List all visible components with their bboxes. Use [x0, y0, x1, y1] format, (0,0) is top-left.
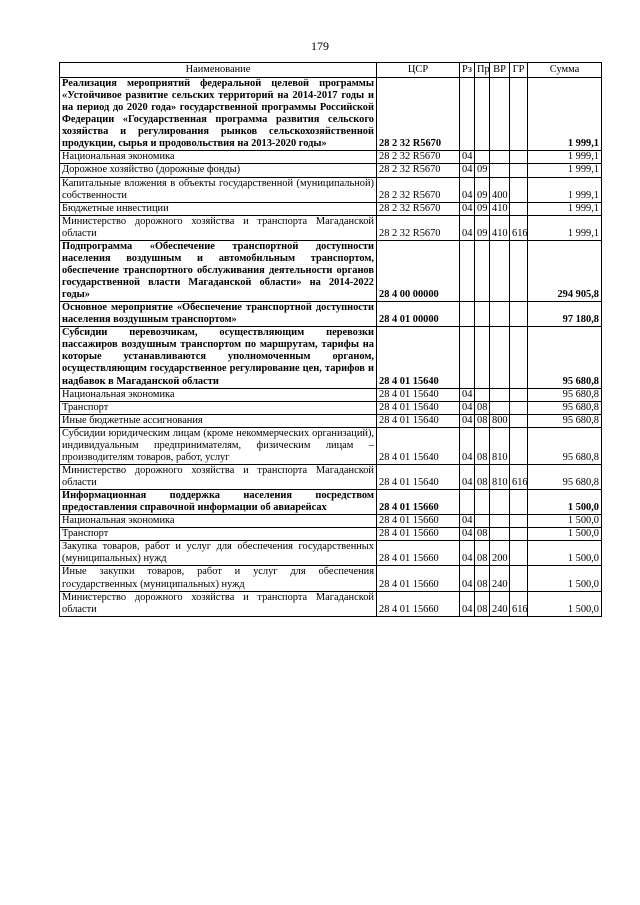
- row-name: Министерство дорожного хозяйства и транспорта Магаданской области: [60, 591, 377, 616]
- table-row: [60, 515, 602, 528]
- table-row: [60, 78, 602, 151]
- row-gr: 616: [510, 591, 528, 616]
- row-csr: 28 4 01 15640: [377, 327, 460, 388]
- row-sum: 95 680,8: [528, 327, 602, 388]
- row-vr: 410: [490, 202, 510, 215]
- row-pr: 09: [475, 164, 490, 177]
- row-sum: 1 500,0: [528, 528, 602, 541]
- row-gr: [510, 515, 528, 528]
- header-vr: ВР: [490, 63, 510, 78]
- row-rz: 04: [460, 401, 475, 414]
- row-pr: [475, 240, 490, 301]
- header-name: Наименование: [60, 63, 377, 78]
- row-name: Национальная экономика: [60, 151, 377, 164]
- row-pr: 08: [475, 566, 490, 591]
- row-rz: 04: [460, 164, 475, 177]
- row-rz: 04: [460, 566, 475, 591]
- row-pr: [475, 515, 490, 528]
- row-sum: 95 680,8: [528, 401, 602, 414]
- row-pr: 08: [475, 427, 490, 464]
- row-csr: 28 2 32 R5670: [377, 177, 460, 202]
- row-vr: [490, 388, 510, 401]
- row-csr: 28 2 32 R5670: [377, 78, 460, 151]
- row-csr: 28 2 32 R5670: [377, 202, 460, 215]
- row-pr: 08: [475, 528, 490, 541]
- row-rz: 04: [460, 427, 475, 464]
- row-name: Национальная экономика: [60, 515, 377, 528]
- budget-table: [59, 62, 602, 617]
- row-vr: [490, 490, 510, 515]
- row-pr: 08: [475, 414, 490, 427]
- row-vr: 400: [490, 177, 510, 202]
- row-gr: [510, 541, 528, 566]
- row-csr: 28 4 01 15660: [377, 528, 460, 541]
- row-csr: 28 2 32 R5670: [377, 215, 460, 240]
- table-row: [60, 566, 602, 591]
- row-gr: 616: [510, 215, 528, 240]
- row-gr: [510, 388, 528, 401]
- header-gr: ГР: [510, 63, 528, 78]
- row-rz: [460, 490, 475, 515]
- row-rz: 04: [460, 177, 475, 202]
- row-csr: 28 4 00 00000: [377, 240, 460, 301]
- table-row: [60, 164, 602, 177]
- table-row: [60, 240, 602, 301]
- row-name: Закупка товаров, работ и услуг для обеспечения государственных (муниципальных) нужд: [60, 541, 377, 566]
- page-number: 179: [311, 39, 329, 53]
- row-gr: [510, 302, 528, 327]
- table-row: [60, 151, 602, 164]
- row-vr: 240: [490, 591, 510, 616]
- row-vr: [490, 401, 510, 414]
- row-name: Транспорт: [60, 528, 377, 541]
- row-name: Иные закупки товаров, работ и услуг для обеспечения государственных (муниципальных) нужд: [60, 566, 377, 591]
- header-rz: Рз: [460, 63, 475, 78]
- header-sum: Сумма: [528, 63, 602, 78]
- row-name: Капитальные вложения в объекты государственной (муниципальной) собственности: [60, 177, 377, 202]
- row-csr: 28 4 01 15660: [377, 515, 460, 528]
- row-csr: 28 4 01 15660: [377, 591, 460, 616]
- row-pr: [475, 151, 490, 164]
- row-vr: 800: [490, 414, 510, 427]
- table-row: [60, 414, 602, 427]
- row-gr: [510, 528, 528, 541]
- row-sum: 95 680,8: [528, 414, 602, 427]
- row-name: Основное мероприятие «Обеспечение транспортной доступности населения воздушным транспортом»: [60, 302, 377, 327]
- row-vr: 200: [490, 541, 510, 566]
- row-name: Субсидии перевозчикам, осуществляющим перевозки пассажиров воздушным транспортом по маршрутам, тарифы на которые устанавливаются уполномоченным органом, осуществляющим государственное регулирование цен, тарифов и надбавок в Магаданской области: [60, 327, 377, 388]
- row-pr: 08: [475, 591, 490, 616]
- row-vr: [490, 327, 510, 388]
- row-name: Бюджетные инвестиции: [60, 202, 377, 215]
- row-sum: 97 180,8: [528, 302, 602, 327]
- row-rz: 04: [460, 541, 475, 566]
- row-csr: 28 4 01 15640: [377, 427, 460, 464]
- table-row: [60, 591, 602, 616]
- table-row: [60, 202, 602, 215]
- row-rz: 04: [460, 414, 475, 427]
- row-csr: 28 4 01 15640: [377, 401, 460, 414]
- row-name: Субсидии юридическим лицам (кроме некоммерческих организаций), индивидуальным предпринимателям, физическим лицам – производителям товаров, работ, услуг: [60, 427, 377, 464]
- row-csr: 28 2 32 R5670: [377, 164, 460, 177]
- table-row: [60, 388, 602, 401]
- row-gr: [510, 177, 528, 202]
- row-gr: [510, 151, 528, 164]
- row-name: Иные бюджетные ассигнования: [60, 414, 377, 427]
- row-rz: 04: [460, 464, 475, 489]
- row-rz: 04: [460, 591, 475, 616]
- row-rz: 04: [460, 202, 475, 215]
- row-pr: [475, 78, 490, 151]
- table-row: [60, 215, 602, 240]
- header-csr: ЦСР: [377, 63, 460, 78]
- row-pr: [475, 302, 490, 327]
- row-sum: 294 905,8: [528, 240, 602, 301]
- row-rz: [460, 327, 475, 388]
- row-name: Дорожное хозяйство (дорожные фонды): [60, 164, 377, 177]
- row-gr: [510, 427, 528, 464]
- table-row: [60, 464, 602, 489]
- row-vr: 810: [490, 464, 510, 489]
- row-rz: 04: [460, 151, 475, 164]
- row-name: Подпрограмма «Обеспечение транспортной доступности населения воздушным и автомобильным транспортом, обеспечение транспортного обслуживания деятельности органов государственной власти Магаданской области» на 2014-2022 годы»: [60, 240, 377, 301]
- row-vr: 240: [490, 566, 510, 591]
- row-csr: 28 4 01 15660: [377, 541, 460, 566]
- table-row: [60, 401, 602, 414]
- header-row: [60, 63, 602, 78]
- row-pr: 08: [475, 541, 490, 566]
- row-pr: [475, 327, 490, 388]
- row-sum: 1 999,1: [528, 215, 602, 240]
- table-row: [60, 177, 602, 202]
- table-row: [60, 427, 602, 464]
- row-name: Реализация мероприятий федеральной целевой программы «Устойчивое развитие сельских территорий на 2014-2017 годы и на период до 2020 года» государственной программы Российской Федерации «Государственная программа развития сельского хозяйства и регулирования рынков сельскохозяйственной продукции, сырья и продовольствия на 2013-2020 годы»: [60, 78, 377, 151]
- row-pr: 09: [475, 177, 490, 202]
- row-vr: 410: [490, 215, 510, 240]
- row-vr: [490, 151, 510, 164]
- row-csr: 28 2 32 R5670: [377, 151, 460, 164]
- row-sum: 95 680,8: [528, 388, 602, 401]
- row-vr: [490, 240, 510, 301]
- row-gr: 616: [510, 464, 528, 489]
- row-sum: 1 500,0: [528, 591, 602, 616]
- row-gr: [510, 327, 528, 388]
- row-pr: 09: [475, 215, 490, 240]
- row-csr: 28 4 01 15640: [377, 414, 460, 427]
- row-csr: 28 4 01 00000: [377, 302, 460, 327]
- row-sum: 1 999,1: [528, 78, 602, 151]
- row-pr: [475, 490, 490, 515]
- row-vr: [490, 164, 510, 177]
- row-gr: [510, 240, 528, 301]
- row-vr: [490, 528, 510, 541]
- header-pr: Пр: [475, 63, 490, 78]
- row-name: Информационная поддержка населения посредством предоставления справочной информации об авиарейсах: [60, 490, 377, 515]
- row-rz: [460, 78, 475, 151]
- row-rz: 04: [460, 515, 475, 528]
- table-row: [60, 541, 602, 566]
- row-gr: [510, 414, 528, 427]
- row-pr: 08: [475, 464, 490, 489]
- row-rz: [460, 302, 475, 327]
- row-gr: [510, 566, 528, 591]
- row-csr: 28 4 01 15660: [377, 566, 460, 591]
- row-gr: [510, 401, 528, 414]
- row-name: Национальная экономика: [60, 388, 377, 401]
- row-sum: 1 999,1: [528, 164, 602, 177]
- row-name: Транспорт: [60, 401, 377, 414]
- row-gr: [510, 164, 528, 177]
- row-pr: 09: [475, 202, 490, 215]
- row-csr: 28 4 01 15640: [377, 464, 460, 489]
- row-rz: 04: [460, 215, 475, 240]
- table-row: [60, 327, 602, 388]
- row-name: Министерство дорожного хозяйства и транспорта Магаданской области: [60, 464, 377, 489]
- row-rz: [460, 240, 475, 301]
- row-pr: [475, 388, 490, 401]
- row-csr: 28 4 01 15660: [377, 490, 460, 515]
- table-row: [60, 302, 602, 327]
- table-row: [60, 528, 602, 541]
- row-sum: 1 500,0: [528, 566, 602, 591]
- table-row: [60, 490, 602, 515]
- row-rz: 04: [460, 528, 475, 541]
- row-vr: [490, 302, 510, 327]
- row-sum: 1 999,1: [528, 151, 602, 164]
- row-vr: [490, 78, 510, 151]
- row-name: Министерство дорожного хозяйства и транспорта Магаданской области: [60, 215, 377, 240]
- row-gr: [510, 78, 528, 151]
- row-vr: 810: [490, 427, 510, 464]
- row-gr: [510, 490, 528, 515]
- row-sum: 1 500,0: [528, 541, 602, 566]
- row-sum: 1 999,1: [528, 177, 602, 202]
- row-csr: 28 4 01 15640: [377, 388, 460, 401]
- row-sum: 95 680,8: [528, 427, 602, 464]
- row-sum: 1 999,1: [528, 202, 602, 215]
- row-pr: 08: [475, 401, 490, 414]
- row-rz: 04: [460, 388, 475, 401]
- row-sum: 95 680,8: [528, 464, 602, 489]
- row-gr: [510, 202, 528, 215]
- row-vr: [490, 515, 510, 528]
- row-sum: 1 500,0: [528, 515, 602, 528]
- row-sum: 1 500,0: [528, 490, 602, 515]
